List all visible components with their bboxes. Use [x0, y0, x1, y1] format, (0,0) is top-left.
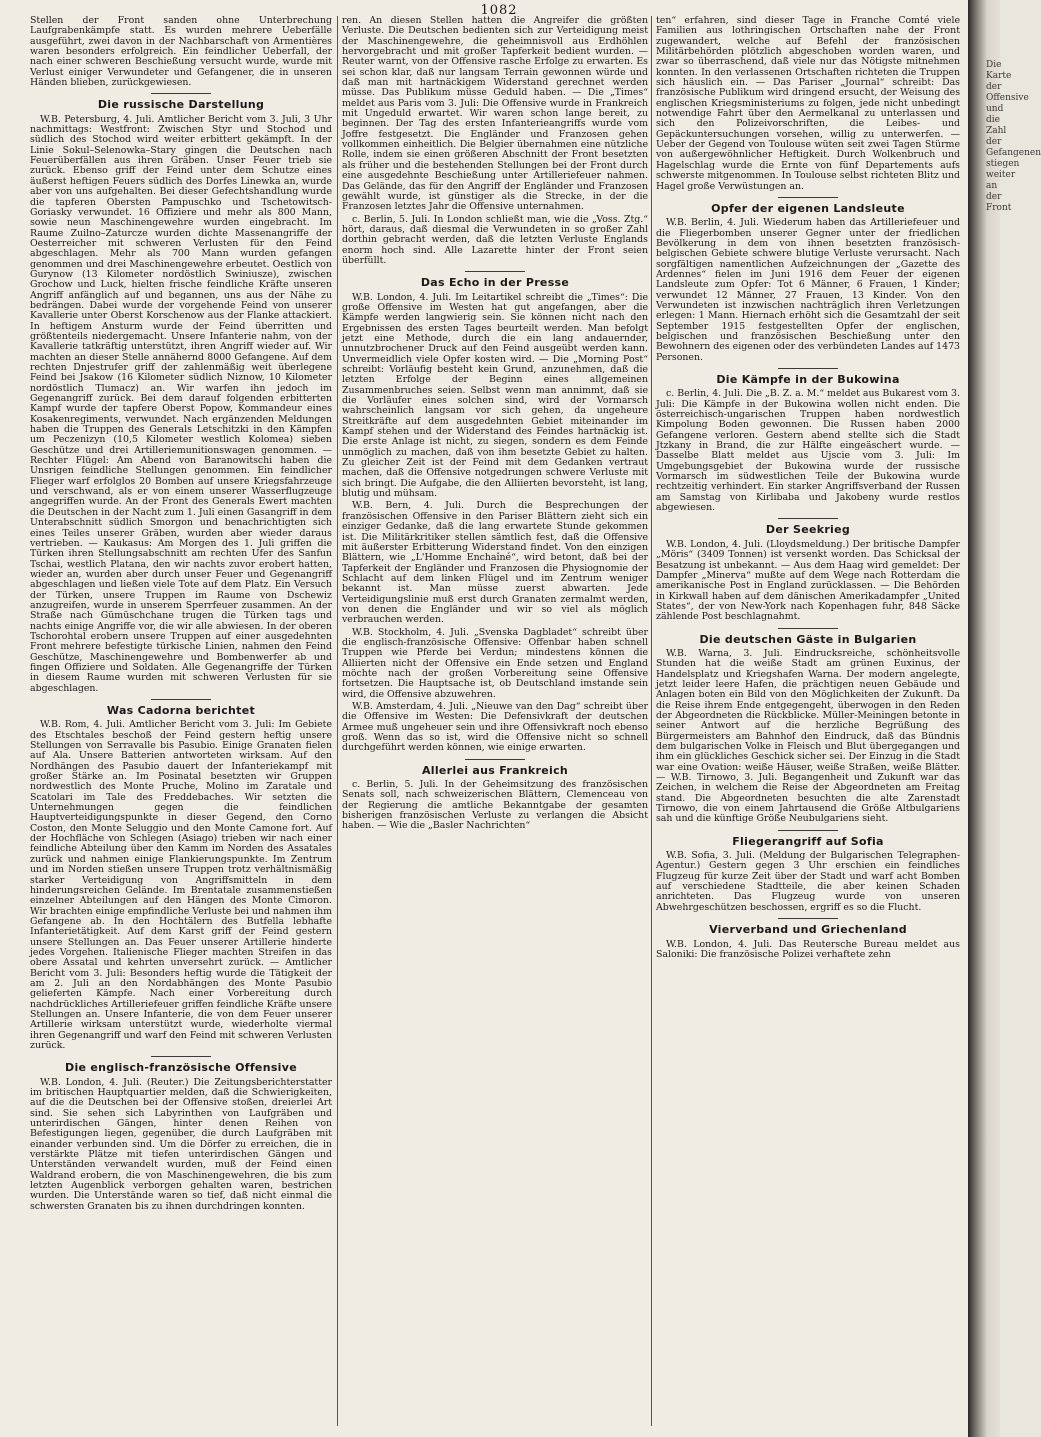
article-paragraph: c. Berlin, 4. Juli. Die „B. Z. a. M.“ meldet aus Bukarest vom 3. Juli: Die Kämpfe in der Bukowina wollen nicht enden. Die österreichisch-ungarischen Truppen haben nordwestlich Kimpolung Boden gewonnen. Die Russen haben 2000 Gefangene verloren. Gestern abend stellte sich die Stadt Jtzkany in Brand, die zur Hälfte eingeäschert wurde. — Dasselbe Blatt meldet aus Ujscie vom 3. Juli: Im Umgebungsgebiet der Bukowina wurde der russische Vormarsch im südwestlichen Teile der Bukowina wurde rechtzeitig verhindert. Ein starker Angriffsverband der Russen am Samstag von Kirlibaba und Jakobeny wurde restlos abgewiesen. — [656, 388, 960, 514]
column-1 — [30, 16, 332, 1426]
article-headline: Die englisch-französische Offensive — [65, 1061, 297, 1075]
article-paragraph: W.B. London, 4. Juli. (Reuter.) Die Zeitungsberichterstatter im britischen Hauptquartier melden, daß die Schwierigkeiten, auf die die Deutschen bei der Offensive stoßen, dreierlei Art sind. Sie sehen sich Labyrinthen von Laufgräben und unterirdischen Gängen, hinter denen Reihen von Befestigungen liegen, gegenüber, die durch Laufgräben mit einander verbunden sind. Um die Dörfer zu erreichen, die in verstärkte Plätze mit tiefen unterirdischen Gängen und Unterständen verwandelt wurden, muß der Feind einen Waldrand erobern, die von Maschinengewehren, die bis zum letzten Augenblick verborgen gehalten waren, bestrichen wurden. Die Unterstände waren so tief, daß nicht einmal die schwersten Granaten bis zu ihnen durchdringen konnten. — [30, 1076, 332, 1212]
headline-rule — [151, 699, 211, 700]
article-paragraph: W.B. Warna, 3. Juli. Eindrucksreiche, schönheitsvolle Stunden hat die weiße Stadt am grünen Euxinus, der Handelsplatz und Kriegshafen Warna. Der modern angelegte, jetzt leider leere Hafen, die prächtigen neuen Gebäude und Anlagen boten ein Bild von den Möglichkeiten der Zukunft. Da die Reise ihrem Ende entgegengeht, überwogen in den Reden der Abgeordneten die Rückblicke. Müller-Meiningen betonte in seiner Antwort auf die herzliche Begrüßung des Bürgermeisters am Bahnhof den Eindruck, daß das Bündnis dem bulgarischen Volke in Fleisch und Blut übergegangen und ihm ein glückliches Geschick sicher sei. Der Einzug in die Stadt war eine Ovation: weiße Häuser, weiße Straßen, weiße Blätter. — W.B. Tirnowo, 3. Juli. Begangenheit und Zukunft war das Zeichen, in welchem die Reise der Abgeordneten am Freitag stand. Die Abgeordneten besuchten die alte Zarenstadt Tirnowo, die von einem Jahrtausend die Größe Altbulgariens sah und die künftige Größe Neubulgariens sieht. — [656, 647, 960, 825]
article-paragraph: W.B. London, 4. Juli. Das Reutersche Bureau meldet aus Saloniki: Die französische Polizei verhaftete zehn — [656, 938, 960, 960]
headline-rule — [778, 368, 838, 369]
page-number: 1082 — [480, 3, 518, 18]
headline-rule — [778, 830, 838, 831]
facing-page-edge-text: Die Karte der Offensive und die Zahl der Gefangenen stiegen weiter an der Front — [986, 60, 1041, 213]
headline-rule — [465, 759, 525, 760]
headline-rule — [778, 197, 838, 198]
article-paragraph: W.B. Berlin, 4. Juli. Wiederum haben das Artilleriefeuer und die Fliegerbomben unserer Gegner unter der friedlichen Bevölkerung in dem von ihnen besetzten französisch-belgischen Gebiete schwere blutige Verluste verursacht. Nach sorgfältigen namentlichen Aufzeichnungen der „Gazette des Ardennes“ fielen im Juni 1916 dem Feuer der eigenen Landsleute zum Opfer: Tot 6 Männer, 6 Frauen, 1 Kinder; verwundet 12 Männer, 27 Frauen, 13 Kinder. Von den Verwundeten ist inzwischen nachträglich ihren Verletzungen erlegen: 1 Mann. Hiernach erhöht sich die Gesamtzahl der seit September 1915 festgestellten Opfer der englischen, belgischen und französischen Beschießung unter den Bewohnern des eigenen oder des verbündeten Landes auf 1473 Personen. — [656, 217, 960, 363]
headline-rule — [778, 918, 838, 919]
headline-rule — [465, 271, 525, 272]
column-rule — [651, 16, 652, 1426]
headline-rule — [151, 1056, 211, 1057]
article-paragraph: c. Berlin, 5. Juli. In der Geheimsitzung des französischen Senats soll, nach schweizerischen Blättern, Clemenceau von der Regierung die amtliche Bekanntgabe der gesamten bisherigen französischen Verluste zu verlangen die Absicht haben. — Wie die „Basler Nachrichten“ — [342, 779, 648, 832]
article-paragraph: W.B. London, 4. Juli. Im Leitartikel schreibt die „Times“: Die große Offensive im Westen hat gut angefangen, aber die Kämpfe werden langwierig sein. Sie können nicht nach den Ergebnissen des ersten Tages beurteilt werden. Man befolgt jetzt eine Methode, durch die ein lang andauernder, unnutzbrochener Druck auf den Feind ausgeübt werden kann. Unvermeidlich viele Opfer kosten wird. — Die „Morning Post“ schreibt: Vorläufig besteht kein Grund, anzunehmen, daß die letzten Erfolge der Beginn eines allgemeinen Zusammenbruches seien. Selbst wenn man annimmt, daß sie die Vorläufer eines solchen sind, wird der Vormarsch wahrscheinlich langsam vor sich gehen, da ungeheure Streitkräfte auf dem ausgedehnten Gebiet miteinander im Kampf stehen und der Widerstand des Feindes hartnäckig ist. Die erste Anlage ist nicht, zu siegen, sondern es dem Feinde unmöglich zu machen, daß von ihm besetzte Gebiet zu halten. Zu gleicher Zeit ist der Feind mit dem Gedanken vertraut machen, daß die Offensive notgedrungen schwere Verluste mit sich bringt. Die Aufgabe, die den Alliierten bevorsteht, ist lang, blutig und mühsam. — [342, 291, 648, 500]
column-2 — [342, 16, 648, 1426]
column-rule — [337, 16, 338, 1426]
article-headline: Die deutschen Gäste in Bulgarien — [699, 632, 917, 646]
article-headline: Was Cadorna berichtet — [106, 704, 256, 717]
article-paragraph: W.B. London, 4. Juli. (Lloydsmeldung.) Der britische Dampfer „Möris“ (3409 Tonnen) ist versenkt worden. Das Schicksal der Besatzung ist unbekannt. — Aus dem Haag wird gemeldet: Der Dampfer „Minerva“ mußte auf dem Wege nach Rotterdam die amerikanische Post in England zurücklassen. — Die Behörden in Kirkwall haben auf dem dänischen Amerikadampfer „United States“, der von New-York nach Kopenhagen fuhr, 848 Säcke zählende Post beschlagnahmt. — [656, 538, 960, 623]
headline-rule — [151, 93, 211, 94]
article-headline: Vierverband und Griechenland — [709, 923, 907, 937]
article-paragraph: W.B. Amsterdam, 4. Juli. „Nieuwe van den Dag“ schreibt über die Offensive im Westen: Die Defensivkraft der deutschen Armee muß ungeheuer sein und ihre Offensivkraft noch ebenso groß. Wenn das so ist, wird die Offensive nicht so schnell durchgeführt werden können, wie einige erwarten. — [342, 701, 648, 754]
article-paragraph: W.B. Stockholm, 4. Juli. „Svenska Dagbladet“ schreibt über die englisch-französische Offensive: Offenbar haben schnell Truppen wie Pferde bei Verdun; mindestens können die Alliierten nicht der Offensive ein Ende setzen und England möchte nach der großen Vorbereitung seine Offensive fortsetzen. Die Hauptsache ist, ob Deutschland imstande sein wird, die Offensive abzuwehren. — [342, 626, 648, 700]
article-headline: Die Kämpfe in der Bukowina — [716, 373, 900, 386]
article-paragraph: Stellen der Front sanden ohne Unterbrechung Laufgrabenkämpfe statt. Es wurden mehrere Ueberfälle ausgeführt, zwei davon in der Nachbarschaft von Armentières waren besonders erfolgreich. Ein feindlicher Ueberfall, der nach einer schweren Beschießung versucht wurde, wurde mit Verlust einiger Verwundeter und Gefangener, die in unseren Händen blieben, zurückgewiesen. — [30, 15, 332, 89]
article-headline: Opfer der eigenen Landsleute — [711, 201, 905, 215]
headline-rule — [778, 518, 838, 519]
article-headline: Das Echo in der Presse — [420, 276, 570, 290]
article-headline: Der Seekrieg — [765, 523, 851, 537]
article-paragraph: W.B. Bern, 4. Juli. Durch die Besprechungen der französischen Offensive in den Pariser Blättern zieht sich ein einziger Gedanke, daß die lang erwartete Stunde gekommen ist. Die Militärkritiker stellen sämtlich fest, daß die Offensive mit äußerster Erbitterung Widerstand findet. Von den einzigen Blättern, wie „L'Homme Enchaîné“, wird betont, daß bei der Tapferkeit der Engländer und Franzosen die Physiognomie der Schlacht auf dem linken Flügel und im Zentrum weniger bekannt ist. Man müsse zuerst abwarten. Jede Verteidigungslinie muß erst durch Granaten zermalmt werden, von denen die Engländer und wir so viel als möglich verbrauchen werden. — [342, 500, 648, 626]
article-headline: Allerlei aus Frankreich — [421, 763, 569, 777]
article-paragraph: ren. An diesen Stellen hatten die Angreifer die größten Verluste. Die Deutschen bedienten sich zur Verteidigung meist der Maschinengewehre, die geheimnisvoll aus Erdhöhlen hervorgebracht und mit großer Tapferkeit bedient wurden. — Reuter warnt, von der Offensive rasche Erfolge zu erwarten. Es sei schon klar, daß nur langsam Terrain gewonnen würde und daß man mit hartnäckigem Widerstand gerechnet werden müsse. Das Publikum müsse Geduld haben. — Die „Times“ meldet aus Paris vom 3. Juli: Die Offensive wurde in Frankreich mit Ungeduld erwartet. Wir waren schon lange bereit, zu beginnen. Der Tag des ersten Infanterieangriffs wurde vom Joffre festgesetzt. Die Engländer und Franzosen gehen vollkommen einheitlich. Die Belgier übernahmen eine nützliche Rolle, indem sie einen größeren Abschnitt der Front besetzten als früher und die bestehenden Stellungen bei der Front durch eine ausgedehnte Beschießung unter Artilleriefeuer nahmen. Das Gelände, das für den Angriff der Engländer und Franzosen gewählt wurde, ist günstiger als die Strecke, in der die Franzosen letztes Jahr die Offensive unternahmen. — [342, 15, 648, 213]
article-paragraph: W.B. Rom, 4. Juli. Amtlicher Bericht vom 3. Juli: Im Gebiete des Etschtales beschoß der Feind gestern heftig unsere Stellungen von Serravalle bis Pasubio. Einige Granaten fielen auf Ala. Unsere Batterien antworteten wirksam. Auf den Nordhängen des Pasubio dauert der Infanteriekampf mit großer Stärke an. Im Posinatal besetzten wir Gruppen nordwestlich des Monte Pruche, Molino im Zaratale und Scatolari im Tale des Freddebaches. Wir setzten die Unternehmungen gegen die feindlichen Hauptverteidigungspunkte in dieser Gegend, den Corno Coston, den Monte Seluggio und den Monte Camone fort. Auf der Hochfläche von Schlegen (Asiago) trieben wir nach einer feindliche Abteilung über den Kamm im Norden des Assatales zurück und nahmen einige Flankierungspunkte. Im Zentrum und im Norden stießen unsere Truppen trotz verhältnismäßig starker Verteidigung von Angriffsmitteln in dem hinderungsreichen Gelände. Im Brentatale zusammenstießen einzelner Abteilungen auf den Hängen des Monte Cimoron. Wir brachten einige empfindliche Verluste bei und nahmen ihm Gefangene ab. In den Hochtälern des Butfella lebhafte Infanterietätigkeit. Auf dem Karst griff der Feind gestern unsere Stellungen an. Das Feuer unserer Artillerie hinderte jedes Vorgehen. Italienische Flieger machten Streifen in das obere Assatal und kehrten unversehrt zurück. — Amtlicher Bericht vom 3. Juli: Besonders heftig wurde die Tätigkeit der am 2. Juli an den Nordabhängen des Monte Pasubio gelieferten Kämpfe. Nach einer Vorbereitung durch nachdrückliches Artilleriefeuer griffen feindliche Kräfte unsere Stellungen an. Unsere Infanterie, die von dem Feuer unserer Artillerie wirksam unterstützt wurde, wiederholte viermal ihren Gegenangriff und warf den Feind mit schweren Verlusten zurück. — [30, 719, 332, 1051]
article-paragraph: W.B. Petersburg, 4. Juli. Amtlicher Bericht vom 3. Juli, 3 Uhr nachmittags: Westfront: Zwischen Styr und Stochod und südlich des Stochod wird weiter erbittert gekämpft. In der Linie Sokul–Selenowka–Stary gingen die Deutschen nach Feuerüberfällen aus ihren Gräben. Unser Feuer trieb sie zurück. Ebenso griff der Feind unter dem Schutze eines äußerst heftigen Feuers südlich des Dorfes Linewka an, wurde aber von uns aufgehalten. Bei dieser Gefechtshandlung wurde die tapferen Obersten Pampuschko und Tschetowitsch-Goriasky verwundet. 16 Offiziere und mehr als 800 Mann, sowie neun Maschinengewehre wurden eingebracht. Im Raume Zuilno–Zaturcze wurden dichte Massenangriffe der Oesterreicher mit schweren Verlusten für den Feind abgeschlagen. Mehr als 700 Mann wurden gefangen genommen und drei Maschinengewehre erbeutet. Oestlich von Gurynow (13 Kilometer nordöstlich Swiniusze), zwischen Grochow und Luck, hielten frische feindliche Kräfte unseren Angriff anfänglich auf und begannen, uns aus der Nähe zu bedrängen. Dabei wurde der vorgehende Feind von unserer Kavallerie unter Oberst Korschenow aus der Flanke attackiert. In heftigem Ansturm wurde der Feind überritten und größtenteils niedergemacht. Unsere Infanterie nahm, von der Kavallerie tatkräftig unterstützt, ihren Angriff wieder auf. Wir machten an dieser Stelle annähernd 8000 Gefangene. Auf dem rechten Dnjestrufer griff der zahlenmäßig weit überlegene Feind bei Jsakow (16 Kilometer südlich Niznow, 10 Kilometer nordöstlich Tlumacz) an. Wir warfen ihn jedoch im Gegenangriff zurück. Bei dem darauf folgenden erbitterten Kampf wurde der tapfere Oberst Popow, Kommandeur eines Kosakenregiments, verwundet. Nach ergänzenden Meldungen haben die Truppen des Generals Letschitzki in den Kämpfen um Peczenizyn (10,5 Kilometer westlich Kolomea) sieben Geschütze und drei Artilleriemunitionswagen genommen. — Rechter Flügel: Am Abend von Baranowitschi haben die Unsrigen feindliche Stellungen genommen. Ein feindlicher Flieger warf erfolglos 20 Bomben auf unsere Kriegsfahrzeuge und verschwand, als er von einem unserer Wasserflugzeuge angegriffen wurde. An der Front des Generals Ewert machten die Deutschen in der Nacht zum 1. Juli einen Gasangriff in dem Unterabschnitt südlich Smorgon und benachrichtigten sich eines Teiles unserer Gräben, wurden aber wieder daraus vertrieben. — Kaukasus: Am Morgen des 1. Juli griffen die Türken ihren Stellungsabschnitt am rechten Ufer des Sanfun Tschai, westlich Platana, den wir nachts zuvor erobert hatten, wieder an, wurden aber durch unser Feuer und Gegenangriff abgeschlagen und ließen viele Tote auf dem Platz. Ein Versuch der Türken, unsere Truppen im Raume von Dschewiz anzugreifen, wurde in unserem Sperrfeuer zusammen. An der Straße nach Gümüschchane trugen die Türken tags und nachts einige Angriffe vor, die wir alle abwiesen. In der oberen Tschorohtal erobern unsere Truppen auf einer ausgedehnten Front mehrere befestigte türkische Linien, nahmen den Feind Geschütze, Maschinengewehre und Bombenwerfer ab und fingen Offiziere und Soldaten. Alle Gegenangriffe der Türken in diesem Raume wurden mit schweren Verlusten für sie abgeschlagen. — [30, 113, 332, 694]
article-paragraph: c. Berlin, 5. Juli. In London schließt man, wie die „Voss. Ztg.“ hört, daraus, daß diesmal die Verwundeten in so großer Zahl dorthin gebracht werden, daß die letzten Verluste Englands enorm hoch sind. Alle Lazarette hinter der Front seien überfüllt. — [342, 213, 648, 266]
article-paragraph: ten“ erfahren, sind dieser Tage in Franche Comté viele Familien aus lothringischen Ortschaften nahe der Front zugewandert, welche auf Befehl der französischen Militärbehörden plötzlich abgeschoben worden waren, und zwar so überraschend, daß viele nur das Nötigste mitnehmen konnten. In den verlassenen Ortschaften richteten die Truppen sich häuslich ein. — Das Pariser „Journal“ schreibt: Das französische Publikum wird dringend ersucht, der Weisung des englischen Kriegsministeriums zu folgen, jede nicht unbedingt notwendige Fahrt über den Aermelkanal zu unterlassen und sich den Polizeivorschriften, die Leibes- und Gepäckuntersuchungen vorsehen, willig zu unterwerfen. — Ueber der Gegend von Toulouse wüten seit zwei Tagen Stürme von außergewöhnlicher Heftigkeit. Durch Wolkenbruch und Hagelschlag wurde die Ernte von fünf Departements aufs schwerste mitgenommen. In Toulouse selbst richteten Blitz und Hagel große Verwüstungen an. — [656, 15, 960, 192]
article-headline: Die russische Darstellung — [97, 98, 265, 112]
headline-rule — [778, 628, 838, 629]
article-paragraph: W.B. Sofia, 3. Juli. (Meldung der Bulgarischen Telegraphen-Agentur.) Gestern gegen 3 Uhr erschien ein feindliches Flugzeug für kurze Zeit über der Stadt und warf acht Bomben auf verschiedene Stadtteile, die aber keinen Schaden anrichteten. Das Flugzeug wurde von unseren Abwehrgeschützen beschossen, ergriff es so die Flucht. — [656, 850, 960, 913]
column-3 — [656, 16, 960, 1426]
article-headline: Fliegerangriff auf Sofia — [732, 834, 884, 848]
